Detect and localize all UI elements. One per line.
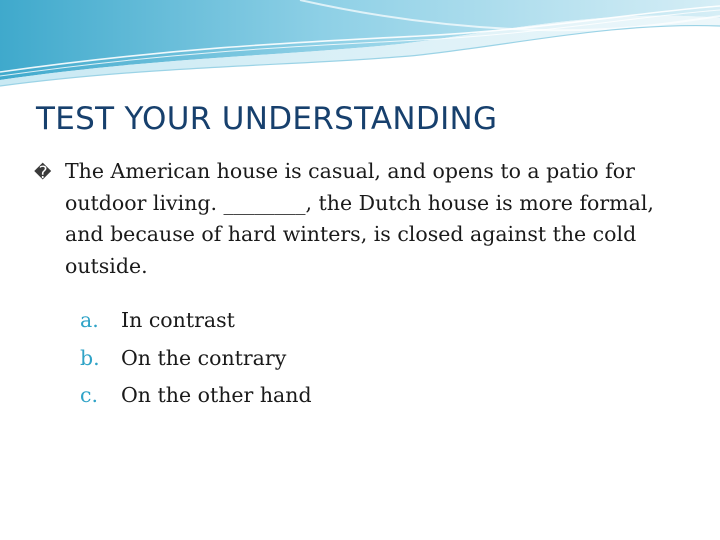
option-text: On the contrary (121, 345, 287, 370)
option-c (80, 377, 312, 415)
bullet-icon: � (34, 163, 52, 183)
option-letter: b. (80, 345, 100, 370)
question-block (34, 156, 694, 282)
option-text: In contrast (121, 308, 235, 332)
answer-options (80, 302, 312, 415)
option-text: On the other hand (121, 383, 312, 407)
question-paragraph (34, 156, 694, 282)
option-letter: c. (80, 383, 98, 407)
option-a (80, 302, 312, 340)
option-letter: a. (80, 308, 99, 332)
question-text: The American house is casual, and opens to a patio for outdoor living. ________, the Dutch house is more formal, and because of hard winters, is closed against the cold outside. (65, 159, 654, 278)
header-wave-decoration (0, 0, 720, 90)
option-b (80, 340, 312, 378)
slide-title: TEST YOUR UNDERSTANDING (36, 101, 498, 137)
